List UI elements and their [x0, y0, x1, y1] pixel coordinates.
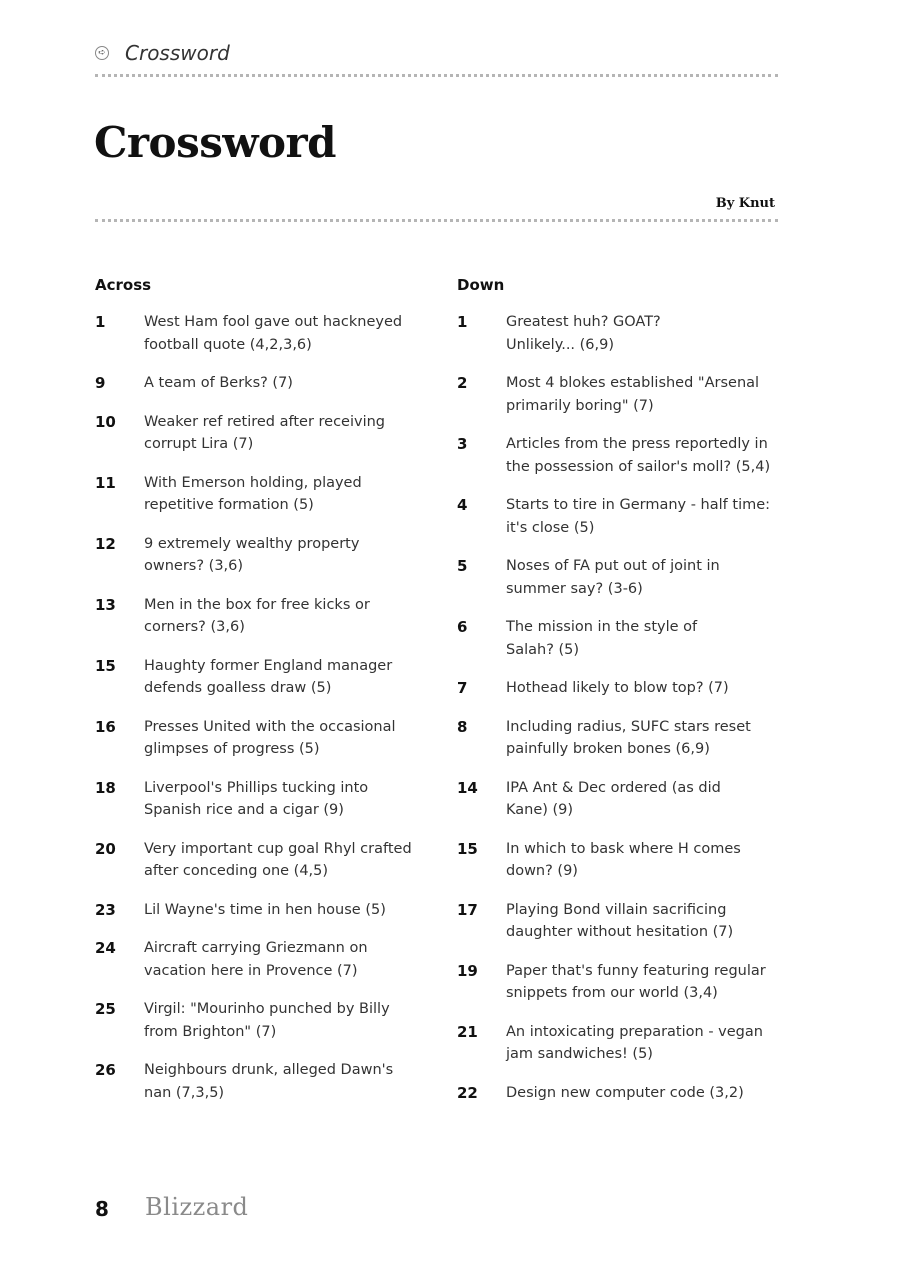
clue-number: 5 — [457, 557, 468, 575]
clue-number: 11 — [95, 473, 116, 492]
down-clue — [457, 777, 787, 822]
across-clue — [95, 655, 430, 700]
clue-text: Haughty former England manager defends goalless draw (5) — [144, 657, 393, 696]
clue-text: Design new computer code (3,2) — [506, 1084, 744, 1101]
down-clue — [457, 555, 787, 600]
clue-number: 12 — [95, 534, 116, 553]
down-clue — [457, 311, 787, 356]
arrow-circle-icon: ➪ — [95, 46, 109, 60]
across-clue — [95, 1059, 430, 1104]
dotted-divider — [95, 219, 778, 222]
clue-number: 1 — [457, 313, 468, 331]
clue-number: 25 — [95, 1000, 116, 1018]
down-column — [457, 276, 787, 1120]
down-clue — [457, 616, 787, 661]
clue-number: 8 — [457, 717, 468, 736]
across-clue — [95, 594, 430, 639]
clue-text: West Ham fool gave out hackneyed football quote (4,2,3,6) — [144, 314, 403, 353]
down-clue — [457, 716, 787, 761]
clue-text: Playing Bond villain sacrificing daughter without hesitation (7) — [506, 901, 734, 940]
across-clue — [95, 472, 430, 517]
across-clue — [95, 716, 430, 761]
down-clue — [457, 677, 787, 700]
clue-text: Very important cup goal Rhyl crafted after conceding one (4,5) — [144, 840, 412, 879]
across-clue — [95, 998, 430, 1043]
clue-number: 24 — [95, 939, 116, 957]
clue-text: Aircraft carrying Griezmann on vacation here in Provence (7) — [144, 940, 368, 979]
clue-number: 4 — [457, 496, 468, 514]
page-title: Crossword — [94, 118, 337, 167]
clue-text: Starts to tire in Germany - half time: it's close (5) — [506, 497, 771, 536]
clue-text: Liverpool's Phillips tucking into Spanish rice and a cigar (9) — [144, 779, 369, 818]
clue-number: 20 — [95, 839, 116, 858]
clue-number: 7 — [457, 679, 468, 697]
clue-number: 17 — [457, 900, 478, 919]
running-header — [95, 40, 778, 77]
clue-text: With Emerson holding, played repetitive formation (5) — [144, 474, 362, 513]
down-heading: Down — [457, 276, 505, 294]
down-clue — [457, 433, 787, 478]
clue-text: Hothead likely to blow top? (7) — [506, 680, 729, 696]
across-clue — [95, 411, 430, 456]
clue-number: 15 — [457, 839, 478, 858]
down-clue — [457, 1021, 787, 1066]
across-clue — [95, 777, 430, 822]
down-clue — [457, 494, 787, 539]
clue-number: 13 — [95, 595, 116, 614]
clue-number: 15 — [95, 656, 116, 675]
clue-text: Presses United with the occasional glimpses of progress (5) — [144, 718, 396, 757]
across-clue-list — [95, 311, 430, 1104]
clue-text: 9 extremely wealthy property owners? (3,6) — [144, 535, 360, 574]
across-clue — [95, 838, 430, 883]
clue-text: Lil Wayne's time in hen house (5) — [144, 901, 386, 918]
clue-text: Paper that's funny featuring regular snippets from our world (3,4) — [506, 962, 766, 1001]
clue-text: IPA Ant & Dec ordered (as did Kane) (9) — [506, 779, 721, 818]
author-byline: By Knut — [715, 196, 775, 211]
down-clue — [457, 899, 787, 944]
clue-text: Most 4 blokes established "Arsenal primarily boring" (7) — [506, 375, 760, 414]
clue-text: Neighbours drunk, alleged Dawn's nan (7,3,5) — [144, 1062, 394, 1101]
down-clue-list — [457, 311, 787, 1104]
clue-number: 16 — [95, 717, 116, 736]
across-clue — [95, 899, 430, 922]
publication-brand: Blizzard — [145, 1193, 249, 1221]
clue-number: 21 — [457, 1022, 478, 1041]
clue-number: 6 — [457, 618, 468, 636]
clue-number: 23 — [95, 900, 116, 919]
clue-number: 18 — [95, 778, 116, 797]
clue-text: Virgil: "Mourinho punched by Billy from Brighton" (7) — [144, 1001, 390, 1040]
clue-number: 1 — [95, 313, 106, 331]
across-clue — [95, 311, 430, 356]
clue-text: Greatest huh? GOAT? Unlikely... (6,9) — [506, 314, 661, 353]
clue-text: Men in the box for free kicks or corners? (3,6) — [144, 596, 370, 635]
clue-number: 3 — [457, 435, 468, 453]
clue-number: 9 — [95, 374, 106, 392]
across-clue — [95, 372, 430, 395]
across-clue — [95, 937, 430, 982]
clue-text: Noses of FA put out of joint in summer say? (3-6) — [506, 558, 720, 597]
down-clue — [457, 372, 787, 417]
clue-text: Including radius, SUFC stars reset painfully broken bones (6,9) — [506, 718, 751, 757]
clue-text: A team of Berks? (7) — [144, 375, 293, 391]
clue-number: 22 — [457, 1083, 478, 1102]
across-heading: Across — [95, 276, 152, 294]
down-clue — [457, 838, 787, 883]
clue-number: 14 — [457, 778, 478, 797]
page-number: 8 — [95, 1197, 109, 1221]
clue-text: An intoxicating preparation - vegan jam sandwiches! (5) — [506, 1023, 763, 1062]
across-clue — [95, 533, 430, 578]
clue-number: 19 — [457, 961, 478, 980]
clue-number: 26 — [95, 1061, 116, 1079]
clue-number: 2 — [457, 374, 468, 392]
running-header-title: Crossword — [125, 41, 230, 65]
down-clue — [457, 960, 787, 1005]
clue-text: The mission in the style of Salah? (5) — [506, 619, 698, 658]
clue-text: Articles from the press reportedly in the possession of sailor's moll? (5,4) — [506, 436, 771, 475]
clue-text: Weaker ref retired after receiving corrupt Lira (7) — [144, 413, 385, 452]
down-clue — [457, 1082, 787, 1105]
clue-number: 10 — [95, 412, 116, 431]
across-column — [95, 276, 430, 1120]
clue-text: In which to bask where H comes down? (9) — [506, 840, 741, 879]
